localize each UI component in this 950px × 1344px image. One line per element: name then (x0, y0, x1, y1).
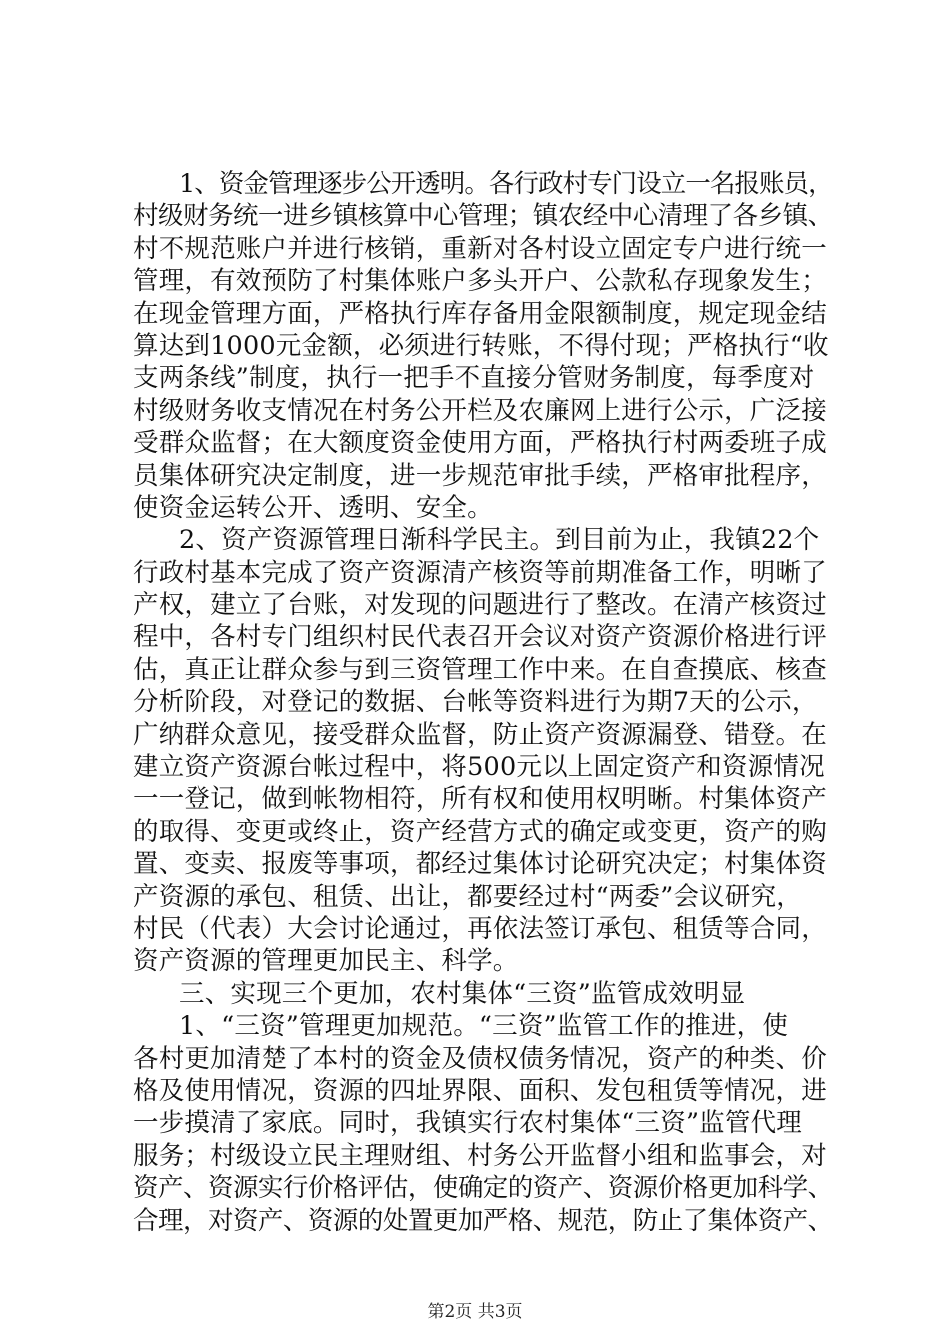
text-line: 一步摸清了家底。同时，我镇实行农村集体“三资”监管代理 (133, 1108, 802, 1139)
page-number: 第2页 共3页 (427, 1302, 523, 1322)
text-line: 置、变卖、报废等事项，都经过集体讨论研究决定；村集体资 (133, 849, 827, 880)
text-line: 广纳群众意见，接受群众监督，防止资产资源漏登、错登。在 (133, 719, 827, 750)
text-line: 资产资源的管理更加民主、科学。 (133, 946, 519, 977)
text-line: 村民（代表）大会讨论通过，再依法签订承包、租赁等合同， (133, 913, 827, 944)
text-line: 使资金运转公开、透明、安全。 (133, 492, 493, 523)
text-line: 合理，对资产、资源的处置更加严格、规范，防止了集体资产、 (133, 1205, 833, 1236)
text-line: 三、实现三个更加，农村集体“三资”监管成效明显 (179, 978, 746, 1009)
text-line: 分析阶段，对登记的数据、台帐等资料进行为期7天的公示， (133, 687, 818, 718)
text-line: 产资源的承包、租赁、出让，都要经过村“两委”会议研究， (133, 881, 802, 912)
text-line: 受群众监督；在大额度资金使用方面，严格执行村两委班子成 (133, 428, 827, 459)
text-line: 管理，有效预防了村集体账户多头开户、公款私存现象发生； (133, 266, 827, 297)
text-line: 支两条线”制度，执行一把手不直接分管财务制度，每季度对 (133, 363, 815, 394)
text-line: 建立资产资源台帐过程中，将500元以上固定资产和资源情况 (133, 752, 825, 783)
text-line: 格及使用情况，资源的四址界限、面积、发包租赁等情况，进 (133, 1075, 827, 1106)
document-body (133, 168, 833, 1237)
text-line: 村级财务统一进乡镇核算中心管理；镇农经中心清理了各乡镇、 (133, 201, 833, 232)
text-line: 1、资金管理逐步公开透明。各行政村专门设立一名报账员， (179, 169, 833, 199)
text-line: 在现金管理方面，严格执行库存备用金限额制度，规定现金结 (133, 298, 827, 329)
text-line: 程中，各村专门组织村民代表召开会议对资产资源价格进行评 (133, 622, 827, 653)
text-line: 一一登记，做到帐物相符，所有权和使用权明晰。村集体资产 (133, 784, 827, 815)
text-line: 估，真正让群众参与到三资管理工作中来。在自查摸底、核查 (133, 654, 827, 685)
text-line: 服务；村级设立民主理财组、村务公开监督小组和监事会，对 (133, 1140, 827, 1171)
text-line: 村级财务收支情况在村务公开栏及农廉网上进行公示，广泛接 (133, 395, 827, 426)
text-line: 产权，建立了台账，对发现的问题进行了整改。在清产核资过 (133, 590, 827, 621)
page-footer (0, 1302, 950, 1322)
text-line: 行政村基本完成了资产资源清产核资等前期准备工作，明晰了 (133, 557, 827, 588)
text-line: 算达到1000元金额，必须进行转账，不得付现；严格执行“收 (133, 330, 829, 361)
text-line: 资产、资源实行价格评估，使确定的资产、资源价格更加科学、 (133, 1173, 833, 1204)
text-line: 1、“三资”管理更加规范。“三资”监管工作的推进，使 (179, 1011, 789, 1042)
text-line: 的取得、变更或终止，资产经营方式的确定或变更，资产的购 (133, 816, 827, 847)
text-line: 各村更加清楚了本村的资金及债权债务情况，资产的种类、价 (133, 1043, 827, 1074)
text-line: 2、资产资源管理日渐科学民主。到目前为止，我镇22个 (179, 525, 820, 556)
text-line: 村不规范账户并进行核销，重新对各村设立固定专户进行统一 (133, 233, 827, 264)
text-line: 员集体研究决定制度，进一步规范审批手续，严格审批程序， (133, 460, 827, 491)
